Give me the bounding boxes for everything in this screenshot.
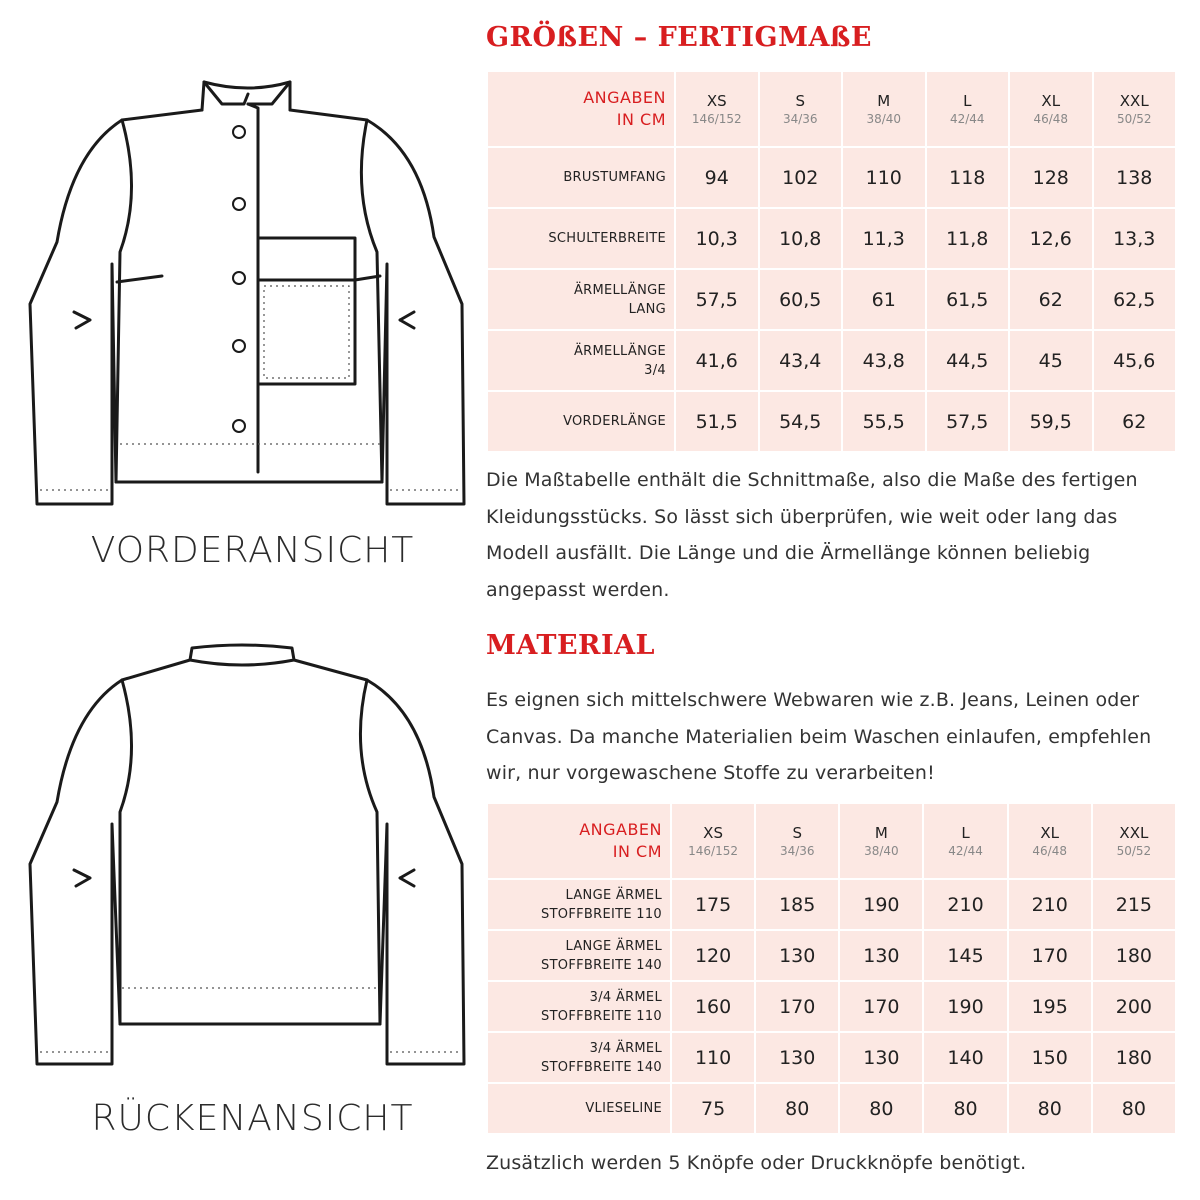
row-label-line1: ÄRMELLÄNGE bbox=[573, 343, 666, 359]
table-cell: 130 bbox=[755, 930, 839, 981]
table-cell: 190 bbox=[923, 981, 1007, 1032]
size-name: XS bbox=[706, 92, 727, 110]
size-name: L bbox=[961, 824, 970, 842]
table-row bbox=[487, 391, 1176, 452]
material-header-label-line1: ANGABEN bbox=[579, 820, 662, 839]
row-label bbox=[487, 1083, 671, 1134]
row-label bbox=[487, 147, 675, 208]
table-cell: 13,3 bbox=[1093, 208, 1177, 269]
table-cell: 138 bbox=[1093, 147, 1177, 208]
table-cell: 150 bbox=[1008, 1032, 1092, 1083]
table-cell: 62 bbox=[1093, 391, 1177, 452]
size-sub: 38/40 bbox=[864, 844, 899, 858]
sizes-description: Die Maßtabelle enthält die Schnittmaße, also die Maße des fertigen Kleidungsstücks. So lässt sich überprüfen, wie weit oder lang das Modell ausfällt. Die Länge und die Ärmellänge können beliebig angepasst werden. bbox=[486, 469, 1138, 601]
table-cell: 195 bbox=[1008, 981, 1092, 1032]
table-cell: 57,5 bbox=[675, 269, 759, 330]
row-label-line1: VORDERLÄNGE bbox=[563, 414, 666, 429]
size-column-header bbox=[1092, 803, 1176, 879]
back-view-drawing bbox=[22, 642, 472, 1082]
table-cell: 41,6 bbox=[675, 330, 759, 391]
table-cell: 11,8 bbox=[926, 208, 1010, 269]
table-cell: 120 bbox=[671, 930, 755, 981]
material-table bbox=[486, 802, 1177, 1135]
material-header-label bbox=[487, 803, 671, 879]
row-label-line2: STOFFBREITE 110 bbox=[541, 1008, 662, 1024]
row-label-line1: LANGE ÄRMEL bbox=[565, 887, 662, 903]
size-column-header bbox=[1008, 803, 1092, 879]
size-name: XXL bbox=[1119, 824, 1149, 842]
size-sub: 46/48 bbox=[1033, 112, 1069, 126]
table-cell: 62 bbox=[1009, 269, 1093, 330]
table-cell: 45,6 bbox=[1093, 330, 1177, 391]
row-label bbox=[487, 269, 675, 330]
row-label-line1: SCHULTERBREITE bbox=[548, 231, 666, 246]
size-name: M bbox=[877, 92, 891, 110]
row-label bbox=[487, 208, 675, 269]
table-cell: 51,5 bbox=[675, 391, 759, 452]
size-sub: 50/52 bbox=[1116, 844, 1152, 858]
table-row bbox=[487, 1083, 1176, 1134]
table-cell: 180 bbox=[1092, 930, 1176, 981]
back-jacket-illustration bbox=[22, 642, 472, 1082]
table-row bbox=[487, 1032, 1176, 1083]
size-sub: 46/48 bbox=[1032, 844, 1067, 858]
sizes-heading: GRÖßEN – FERTIGMAßE bbox=[486, 22, 873, 53]
table-row bbox=[487, 208, 1176, 269]
material-heading: MATERIAL bbox=[486, 630, 656, 661]
back-view-label: RÜCKENANSICHT bbox=[91, 1098, 414, 1139]
size-column-header bbox=[675, 71, 759, 147]
table-cell: 80 bbox=[755, 1083, 839, 1134]
table-cell: 43,4 bbox=[759, 330, 843, 391]
material-header-label-line2: IN CM bbox=[612, 842, 662, 861]
table-cell: 130 bbox=[755, 1032, 839, 1083]
size-sub: 146/152 bbox=[691, 112, 742, 126]
size-sub: 42/44 bbox=[949, 112, 985, 126]
table-row bbox=[487, 930, 1176, 981]
table-cell: 215 bbox=[1092, 879, 1176, 930]
table-cell: 118 bbox=[926, 147, 1010, 208]
table-row bbox=[487, 879, 1176, 930]
table-cell: 190 bbox=[839, 879, 923, 930]
table-cell: 54,5 bbox=[759, 391, 843, 452]
size-column-header bbox=[755, 803, 839, 879]
table-row bbox=[487, 330, 1176, 391]
row-label bbox=[487, 1032, 671, 1083]
row-label-line1: 3/4 ÄRMEL bbox=[589, 1040, 662, 1056]
table-cell: 130 bbox=[839, 930, 923, 981]
table-row bbox=[487, 269, 1176, 330]
size-sub: 42/44 bbox=[948, 844, 983, 858]
sizes-header-label-line1: ANGABEN bbox=[583, 88, 666, 107]
table-cell: 185 bbox=[755, 879, 839, 930]
table-cell: 75 bbox=[671, 1083, 755, 1134]
table-cell: 170 bbox=[839, 981, 923, 1032]
size-column-header bbox=[842, 71, 926, 147]
table-cell: 43,8 bbox=[842, 330, 926, 391]
table-cell: 10,3 bbox=[675, 208, 759, 269]
row-label bbox=[487, 391, 675, 452]
table-cell: 11,3 bbox=[842, 208, 926, 269]
material-header-row bbox=[487, 803, 1176, 879]
table-cell: 140 bbox=[923, 1032, 1007, 1083]
size-name: XXL bbox=[1119, 92, 1149, 110]
size-sub: 146/152 bbox=[688, 844, 738, 858]
table-cell: 210 bbox=[923, 879, 1007, 930]
material-description: Es eignen sich mittelschwere Webwaren wie z.B. Jeans, Leinen oder Canvas. Da manche Materialien beim Waschen einlaufen, empfehlen wir, nur vorgewaschene Stoffe zu verarbeiten! bbox=[486, 689, 1152, 784]
front-jacket-illustration bbox=[22, 72, 472, 512]
table-cell: 180 bbox=[1092, 1032, 1176, 1083]
row-label-line2: STOFFBREITE 110 bbox=[541, 906, 662, 922]
table-cell: 170 bbox=[755, 981, 839, 1032]
front-view-drawing bbox=[22, 72, 472, 512]
table-cell: 80 bbox=[923, 1083, 1007, 1134]
table-cell: 102 bbox=[759, 147, 843, 208]
table-cell: 61,5 bbox=[926, 269, 1010, 330]
size-name: XL bbox=[1041, 92, 1061, 110]
table-cell: 145 bbox=[923, 930, 1007, 981]
size-name: M bbox=[874, 824, 888, 842]
table-cell: 128 bbox=[1009, 147, 1093, 208]
size-name: XS bbox=[703, 824, 723, 842]
garment-illustrations bbox=[0, 0, 470, 1200]
table-cell: 160 bbox=[671, 981, 755, 1032]
row-label bbox=[487, 981, 671, 1032]
size-name: S bbox=[795, 92, 806, 110]
table-cell: 200 bbox=[1092, 981, 1176, 1032]
size-column-header bbox=[923, 803, 1007, 879]
table-cell: 80 bbox=[1092, 1083, 1176, 1134]
size-column-header bbox=[1093, 71, 1177, 147]
size-column-header bbox=[671, 803, 755, 879]
size-column-header bbox=[759, 71, 843, 147]
table-cell: 60,5 bbox=[759, 269, 843, 330]
size-sub: 34/36 bbox=[779, 844, 815, 858]
row-label-line2: 3/4 bbox=[644, 362, 666, 378]
table-cell: 10,8 bbox=[759, 208, 843, 269]
table-cell: 130 bbox=[839, 1032, 923, 1083]
table-cell: 62,5 bbox=[1093, 269, 1177, 330]
sizes-header-label bbox=[487, 71, 675, 147]
sizes-header-row bbox=[487, 71, 1176, 147]
table-cell: 110 bbox=[671, 1032, 755, 1083]
row-label bbox=[487, 879, 671, 930]
table-cell: 44,5 bbox=[926, 330, 1010, 391]
row-label bbox=[487, 930, 671, 981]
row-label-line1: ÄRMELLÄNGE bbox=[573, 282, 666, 298]
size-sub: 38/40 bbox=[866, 112, 902, 126]
size-column-header bbox=[1009, 71, 1093, 147]
table-row bbox=[487, 981, 1176, 1032]
sizes-table bbox=[486, 70, 1177, 453]
size-sub: 50/52 bbox=[1116, 112, 1152, 126]
table-cell: 110 bbox=[842, 147, 926, 208]
size-column-header bbox=[926, 71, 1010, 147]
row-label-line1: 3/4 ÄRMEL bbox=[589, 989, 662, 1005]
table-cell: 210 bbox=[1008, 879, 1092, 930]
table-cell: 12,6 bbox=[1009, 208, 1093, 269]
table-cell: 80 bbox=[839, 1083, 923, 1134]
material-footnote: Zusätzlich werden 5 Knöpfe oder Druckknöpfe benötigt. bbox=[486, 1152, 1027, 1174]
table-cell: 94 bbox=[675, 147, 759, 208]
size-name: XL bbox=[1040, 824, 1060, 842]
row-label-line2: STOFFBREITE 140 bbox=[541, 957, 662, 973]
table-row bbox=[487, 147, 1176, 208]
row-label-line1: VLIESELINE bbox=[585, 1101, 662, 1116]
row-label-line2: LANG bbox=[628, 301, 666, 317]
size-name: L bbox=[963, 92, 972, 110]
table-cell: 57,5 bbox=[926, 391, 1010, 452]
size-column-header bbox=[839, 803, 923, 879]
size-name: S bbox=[792, 824, 802, 842]
table-cell: 61 bbox=[842, 269, 926, 330]
table-cell: 59,5 bbox=[1009, 391, 1093, 452]
row-label-line1: LANGE ÄRMEL bbox=[565, 938, 662, 954]
row-label bbox=[487, 330, 675, 391]
table-cell: 175 bbox=[671, 879, 755, 930]
size-sub: 34/36 bbox=[782, 112, 818, 126]
row-label-line1: BRUSTUMFANG bbox=[563, 170, 666, 185]
row-label-line2: STOFFBREITE 140 bbox=[541, 1059, 662, 1075]
table-cell: 170 bbox=[1008, 930, 1092, 981]
table-cell: 45 bbox=[1009, 330, 1093, 391]
table-cell: 55,5 bbox=[842, 391, 926, 452]
sizes-header-label-line2: IN CM bbox=[616, 110, 666, 129]
table-cell: 80 bbox=[1008, 1083, 1092, 1134]
front-view-label: VORDERANSICHT bbox=[90, 530, 415, 571]
